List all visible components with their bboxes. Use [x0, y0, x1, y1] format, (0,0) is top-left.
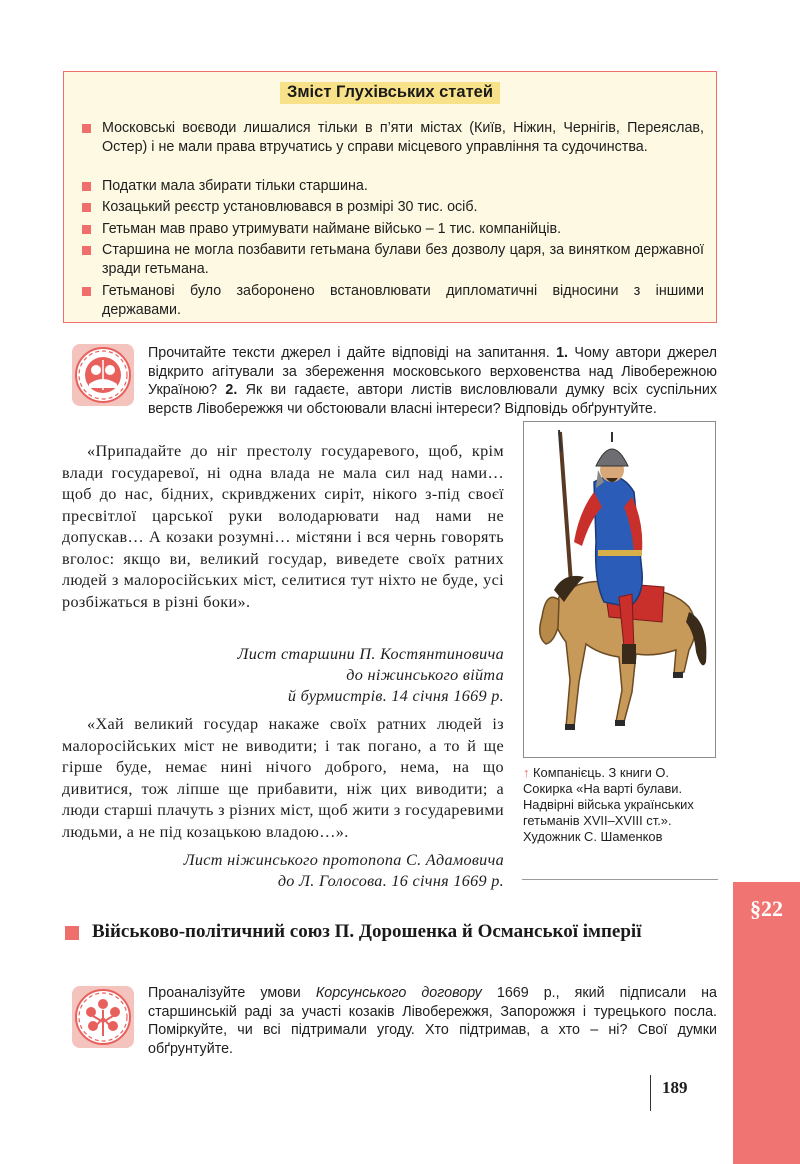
arrow-up-icon: ↑ [523, 765, 530, 780]
list-item: Московські воєводи лишалися тільки в п’яти містах (Київ, Ніжин, Чернігів, Переяслав, Остер) і не мали права втручатись у справи місцевого управління та судочинства. [102, 119, 704, 157]
task-2-text: Проаналізуйте умови Корсунського договору 1669 р., який підписали на старшинській раді за участі козаків Лівобережжя, Запорожжя і турецького посла. Поміркуйте, чи всі підтримали угоду. Хто підтримав, а хто – ні? Свої думки обґрунтуйте. [148, 985, 717, 1057]
bullet-square-icon [82, 182, 91, 191]
list-item: Гетьманові було заборонено встановлювати дипломатичні відносини з іншими державами. [102, 282, 704, 320]
bullet-square-icon [82, 287, 91, 296]
analyze-task-icon [72, 986, 134, 1048]
kompaniiets-illustration [523, 421, 716, 758]
list-item: Козацький реєстр установлювався в розмірі 30 тис. осіб. [102, 198, 704, 217]
section-heading: Військово-політичний союз П. Дорошенка й Османської імперії [92, 921, 642, 942]
list-item: Гетьман мав право утримувати наймане військо – 1 тис. компанійців. [102, 220, 704, 239]
source-quote-2: «Хай великий государ накаже своїх ратних людей із малоросійських міст не виводити; і так погано, а то й ще гірше буде, немає нині нічого доброго, нема, на що дивитися, тож ліпше ще прибавити, ніж цих виводити; а люди старші плачуть з різних міст, щоб жити з государевими людьми, а не під козацькою владою…». [62, 715, 504, 841]
caption-divider [522, 879, 718, 880]
bullet-square-icon [82, 246, 91, 255]
heading-square-icon [65, 926, 79, 940]
list-item: Старшина не могла позбавити гетьмана булави без дозволу царя, за винятком державної зради гетьмана. [102, 241, 704, 279]
glukhiv-articles-box [63, 71, 717, 323]
quote-2-signature: Лист ніжинського протопопа С. Адамовича до Л. Голосова. 16 січня 1669 р. [183, 851, 504, 890]
bullet-square-icon [82, 225, 91, 234]
task-1-text: Прочитайте тексти джерел і дайте відповіді на запитання. 1. Чому автори джерел відкрито агітували за збереження московського верховенства над Лівобережною Україною? 2. Як ви гадаєте, автори листів висловлювали думку всіх суспільних верств Лівобережжя чи обстоювали власні інтереси? Відповідь обґрунтуйте. [148, 345, 718, 417]
bullet-square-icon [82, 203, 91, 212]
illustration-caption: ↑ Компанієць. З книги О. Сокирка «На варті булави. Надвірні війська українських гетьманів XVII–XVIII ст.». Художник С. Шаменков [523, 765, 694, 844]
box-title: Зміст Глухівських статей [64, 82, 716, 104]
list-item: Податки мала збирати тільки старшина. [102, 177, 704, 196]
source-quote-1: «Припадайте до ніг престолу государевого, щоб, крім влади государевої, ні одна влада не мала сил над нами… щоб до нас, бідних, скривджених сиріт, нікого з-під своєї пресвітлої царської руки володарювати над нами не допускав… А козаки розумні… містяни і вся чернь говорять вголос: якщо ви, великий государ, виведете своїх ратних людей з малоросійських міст, селитися тут ніхто не буде, усі розбіжаться в різні боки». [62, 442, 504, 611]
page-number: 189 [662, 1078, 688, 1097]
bullet-square-icon [82, 124, 91, 133]
section-tab: §22 [733, 882, 800, 1164]
think-task-icon [72, 344, 134, 406]
quote-1-signature: Лист старшини П. Костянтиновича до ніжинського війта й бурмистрів. 14 січня 1669 р. [237, 645, 504, 705]
page-number-divider [650, 1075, 651, 1111]
